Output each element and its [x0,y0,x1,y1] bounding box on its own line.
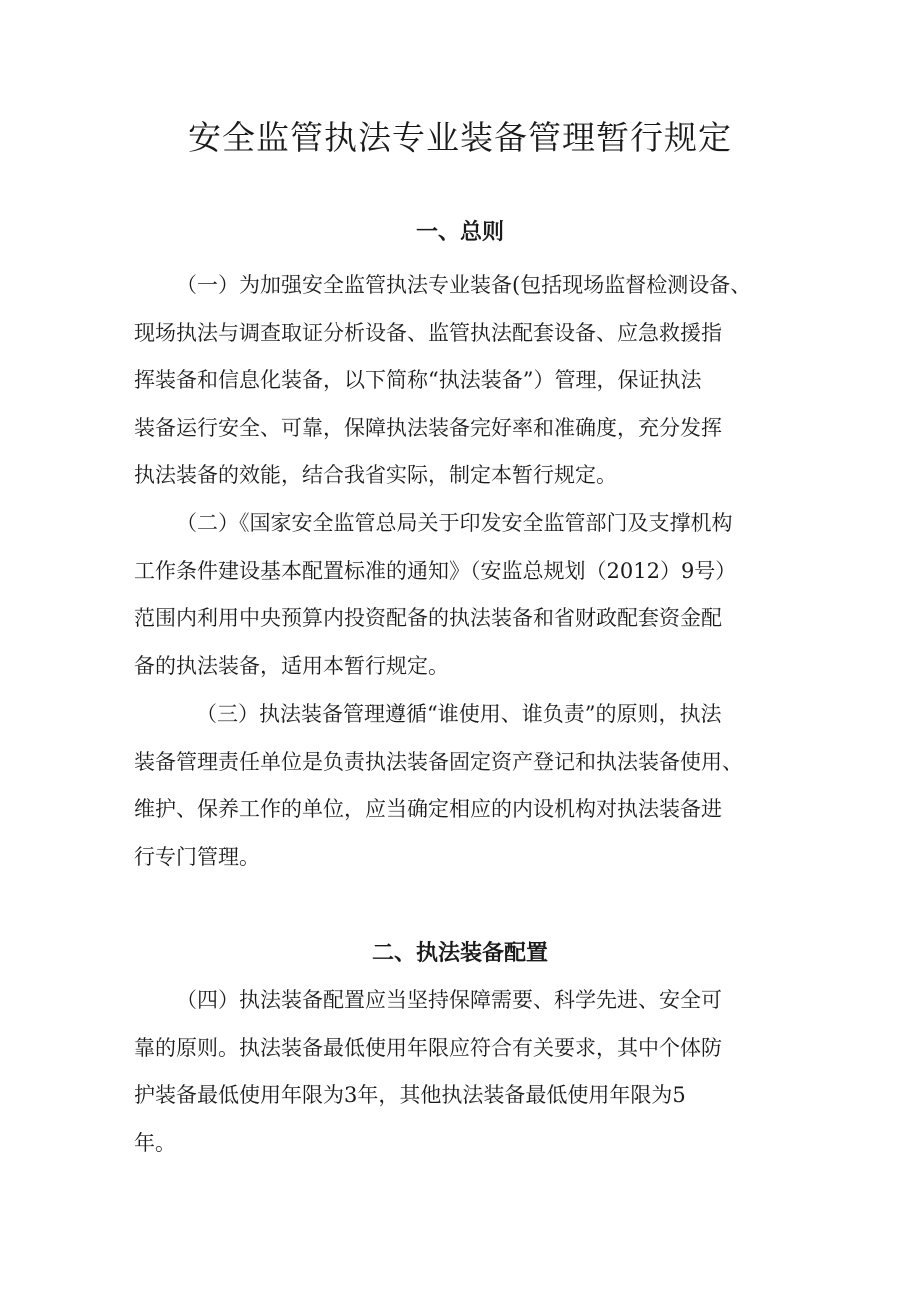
paragraph-line: （四）执法装备配置应当坚持保障需要、科学先进、安全可 [176,988,722,1012]
paragraph-line: 执法装备的效能，结合我省实际，制定本暂行规定。 [134,463,617,488]
paragraph-1 [134,262,798,500]
paragraph-line: 靠的原则。执法装备最低使用年限应符合有关要求，其中个体防 [134,1035,722,1060]
paragraph-2 [134,500,798,690]
paragraph-line: （二）《国家安全监管总局关于印发安全监管部门及支撑机构 [176,511,733,535]
section-heading-general: 一、总则 [415,220,504,245]
section-heading-equipment-config: 二、执法装备配置 [371,941,548,966]
paragraph-line: 年。 [134,1130,176,1155]
paragraph-line: 备的执法装备，适用本暂行规定。 [134,653,449,678]
paragraph-line: 现场执法与调查取证分析设备、监管执法配套设备、应急救援指 [134,320,722,345]
paragraph-line: （一）为加强安全监管执法专业装备(包括现场监督检测设备、 [176,273,752,297]
paragraph-line: 工作条件建设基本配置标准的通知》（安监总规划（2012）9号） [134,558,737,583]
paragraph-line: 护装备最低使用年限为3年，其他执法装备最低使用年限为5 [134,1083,686,1108]
document-title: 安全监管执法专业装备管理暂行规定 [188,118,732,157]
paragraph-line: 挥装备和信息化装备，以下简称“执法装备”）管理，保证执法 [134,368,702,393]
paragraph-line: 范围内利用中央预算内投资配备的执法装备和省财政配套资金配 [134,606,722,631]
paragraph-line: 装备运行安全、可靠，保障执法装备完好率和准确度，充分发挥 [134,415,722,440]
paragraph-3 [134,691,798,881]
paragraph-line: 行专门管理。 [134,844,260,869]
paragraph-line: 维护、保养工作的单位，应当确定相应的内设机构对执法装备进 [134,797,722,822]
paragraph-line: 装备管理责任单位是负责执法装备固定资产登记和执法装备使用、 [134,749,743,774]
paragraph-line: （三）执法装备管理遵循“谁使用、谁负责”的原则，执法 [196,702,722,726]
paragraph-4 [134,977,798,1167]
